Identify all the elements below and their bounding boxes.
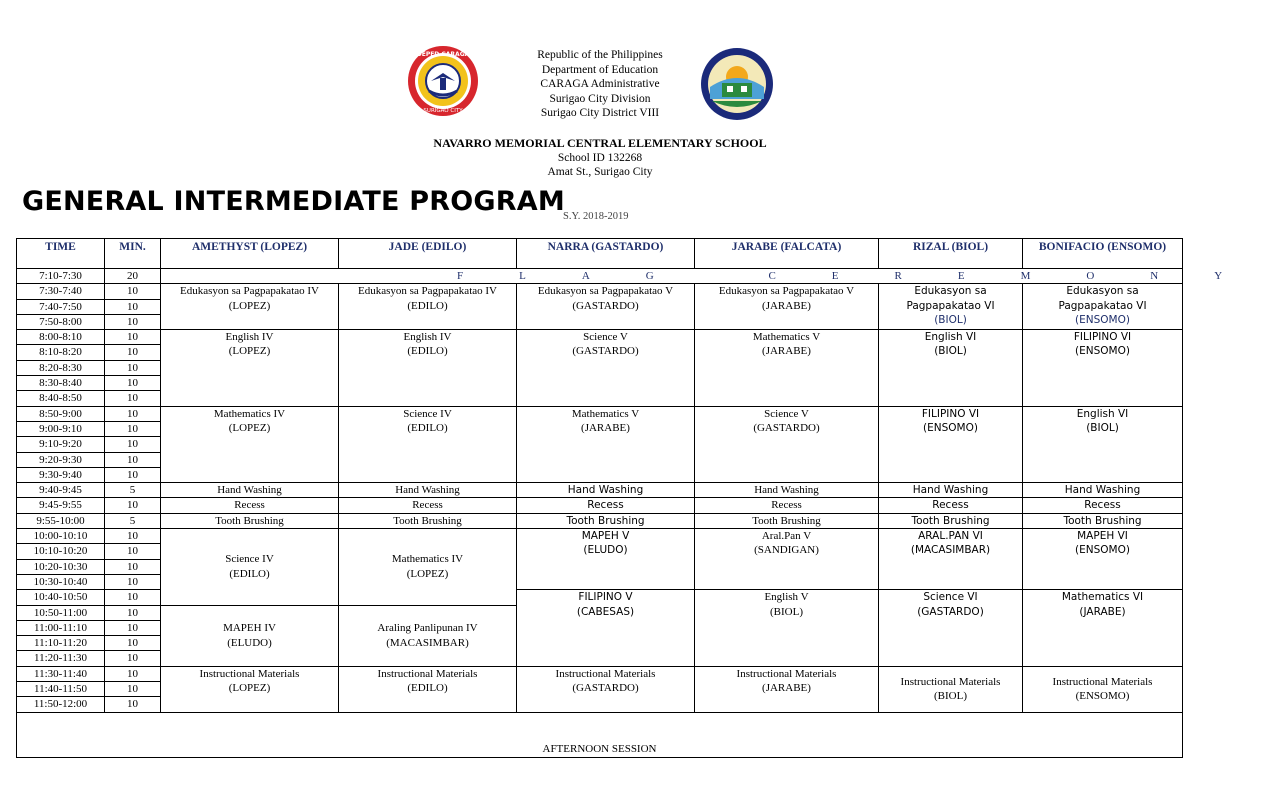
cell-line: (LOPEZ) xyxy=(228,299,271,312)
subject-cell xyxy=(339,284,517,330)
cell-line: Science IV xyxy=(225,553,274,566)
cell-line: (BIOL) xyxy=(934,345,967,358)
cell-line: Pagpapakatao VI xyxy=(1058,299,1147,312)
minutes-cell: 5 xyxy=(105,513,161,528)
cell-line: Instructional Materials xyxy=(199,667,300,680)
subject-cell xyxy=(879,406,1023,482)
break-cell: Tooth Brushing xyxy=(517,513,695,528)
column-header: TIME xyxy=(17,239,105,269)
cell-line: (SANDIGAN) xyxy=(754,544,819,557)
table-row xyxy=(17,529,1183,544)
minutes-cell: 10 xyxy=(105,590,161,605)
cell-line: (LOPEZ) xyxy=(406,567,449,580)
time-cell: 8:30-8:40 xyxy=(17,376,105,391)
minutes-cell: 10 xyxy=(105,666,161,681)
subject-cell xyxy=(879,590,1023,666)
time-cell: 9:20-9:30 xyxy=(17,452,105,467)
cell-line: (BIOL) xyxy=(1086,421,1119,434)
cell-line: English VI xyxy=(924,331,977,344)
header-line: Surigao City Division xyxy=(549,92,651,105)
cell-line: English IV xyxy=(403,331,452,344)
cell-line: Edukasyon sa Pagpapakatao IV xyxy=(180,285,319,298)
subject-cell xyxy=(695,666,879,712)
break-cell: Tooth Brushing xyxy=(695,513,879,528)
cell-line: (JARABE) xyxy=(762,299,811,312)
subject-cell xyxy=(161,605,339,666)
minutes-cell: 10 xyxy=(105,544,161,559)
minutes-cell: 10 xyxy=(105,391,161,406)
minutes-cell: 10 xyxy=(105,620,161,635)
cell-line: FILIPINO VI xyxy=(921,407,980,420)
subject-cell xyxy=(517,666,695,712)
subject-cell xyxy=(695,406,879,482)
cell-line: Pagpapakatao VI xyxy=(906,299,995,312)
cell-line: (EDILO) xyxy=(407,299,448,312)
cell-line: (EDILO) xyxy=(407,682,448,695)
cell-line: (LOPEZ) xyxy=(228,345,271,358)
break-cell: Hand Washing xyxy=(695,483,879,498)
break-cell: Recess xyxy=(517,498,695,513)
cell-line: Science IV xyxy=(403,407,452,420)
cell-line: (JARABE) xyxy=(581,421,630,434)
cell-line: FILIPINO V xyxy=(578,591,633,604)
school-address: Amat St., Surigao City xyxy=(547,166,653,179)
cell-line: (ENSOMO) xyxy=(1075,690,1130,703)
cell-line: (GASTARDO) xyxy=(917,605,984,618)
minutes-cell: 10 xyxy=(105,498,161,513)
cell-line: MAPEH VI xyxy=(1077,530,1128,543)
minutes-cell: 20 xyxy=(105,269,161,284)
minutes-cell: 5 xyxy=(105,483,161,498)
minutes-cell: 10 xyxy=(105,345,161,360)
afternoon-session-label: AFTERNOON SESSION xyxy=(542,743,657,756)
subject-cell xyxy=(161,406,339,482)
column-header: JADE (EDILO) xyxy=(339,239,517,269)
cell-line: Araling Panlipunan IV xyxy=(377,622,478,635)
afternoon-session-cell xyxy=(17,712,1183,757)
break-cell: Hand Washing xyxy=(339,483,517,498)
cell-line: Edukasyon sa Pagpapakatao V xyxy=(537,285,674,298)
cell-line: FILIPINO VI xyxy=(1073,331,1132,344)
minutes-cell: 10 xyxy=(105,406,161,421)
time-cell: 10:00-10:10 xyxy=(17,529,105,544)
cell-line: MAPEH IV xyxy=(223,622,276,635)
minutes-cell: 10 xyxy=(105,330,161,345)
minutes-cell: 10 xyxy=(105,360,161,375)
time-cell: 11:40-11:50 xyxy=(17,682,105,697)
cell-line: Edukasyon sa xyxy=(1066,285,1139,298)
cell-line: (GASTARDO) xyxy=(572,299,639,312)
cell-line: (CABESAS) xyxy=(576,605,635,618)
minutes-cell: 10 xyxy=(105,574,161,589)
table-row xyxy=(17,330,1183,345)
cell-line: (GASTARDO) xyxy=(753,421,820,434)
table-row xyxy=(17,483,1183,498)
time-cell: 10:20-10:30 xyxy=(17,559,105,574)
cell-line: MAPEH V xyxy=(581,530,630,543)
column-header: NARRA (GASTARDO) xyxy=(517,239,695,269)
subject-cell xyxy=(695,284,879,330)
subject-cell xyxy=(161,666,339,712)
minutes-cell: 10 xyxy=(105,421,161,436)
subject-cell xyxy=(339,406,517,482)
flag-ceremony-cell: FLAG CEREMONY xyxy=(161,269,1183,284)
minutes-cell: 10 xyxy=(105,452,161,467)
cell-line: (LOPEZ) xyxy=(228,421,271,434)
cell-line: Edukasyon sa xyxy=(914,285,987,298)
time-cell: 11:50-12:00 xyxy=(17,697,105,712)
break-cell: Recess xyxy=(1023,498,1183,513)
cell-line: (ENSOMO) xyxy=(1075,345,1130,358)
cell-line: Instructional Materials xyxy=(736,667,837,680)
subject-cell xyxy=(1023,330,1183,406)
cell-line: (JARABE) xyxy=(762,682,811,695)
minutes-cell: 10 xyxy=(105,314,161,329)
column-header: RIZAL (BIOL) xyxy=(879,239,1023,269)
cell-line: Mathematics V xyxy=(571,407,640,420)
cell-line: (BIOL) xyxy=(934,313,967,326)
subject-cell xyxy=(339,605,517,666)
subject-cell xyxy=(517,406,695,482)
subject-cell xyxy=(161,529,339,605)
cell-line: (LOPEZ) xyxy=(228,682,271,695)
minutes-cell: 10 xyxy=(105,529,161,544)
time-cell: 8:50-9:00 xyxy=(17,406,105,421)
cell-line: (ENSOMO) xyxy=(923,421,978,434)
time-cell: 8:10-8:20 xyxy=(17,345,105,360)
program-title: GENERAL INTERMEDIATE PROGRAM xyxy=(22,186,565,217)
minutes-cell: 10 xyxy=(105,636,161,651)
minutes-cell: 10 xyxy=(105,376,161,391)
time-cell: 7:50-8:00 xyxy=(17,314,105,329)
table-row xyxy=(17,406,1183,421)
cell-line: Mathematics IV xyxy=(391,553,464,566)
subject-cell xyxy=(517,529,695,590)
subject-cell xyxy=(879,284,1023,330)
subject-cell xyxy=(339,666,517,712)
header-row xyxy=(17,239,1183,269)
cell-line: (BIOL) xyxy=(770,605,803,618)
minutes-cell: 10 xyxy=(105,467,161,482)
subject-cell xyxy=(879,529,1023,590)
cell-line: (EDILO) xyxy=(229,567,270,580)
subject-cell xyxy=(879,330,1023,406)
subject-cell xyxy=(1023,590,1183,666)
school-year: S.Y. 2018-2019 xyxy=(563,211,629,222)
minutes-cell: 10 xyxy=(105,697,161,712)
cell-line: Mathematics VI xyxy=(1061,591,1144,604)
time-cell: 7:30-7:40 xyxy=(17,284,105,299)
afternoon-row xyxy=(17,712,1183,757)
break-cell: Recess xyxy=(161,498,339,513)
school-name: NAVARRO MEMORIAL CENTRAL ELEMENTARY SCHOOL xyxy=(433,136,767,150)
break-cell: Hand Washing xyxy=(517,483,695,498)
column-header: BONIFACIO (ENSOMO) xyxy=(1023,239,1183,269)
time-cell: 11:10-11:20 xyxy=(17,636,105,651)
break-cell: Tooth Brushing xyxy=(1023,513,1183,528)
cell-line: English IV xyxy=(225,331,274,344)
school-id: School ID 132268 xyxy=(557,151,643,164)
header-block xyxy=(0,48,1200,121)
subject-cell xyxy=(1023,284,1183,330)
time-cell: 9:55-10:00 xyxy=(17,513,105,528)
time-cell: 7:10-7:30 xyxy=(17,269,105,284)
table-row xyxy=(17,513,1183,528)
table-row xyxy=(17,498,1183,513)
cell-line: Edukasyon sa Pagpapakatao V xyxy=(718,285,855,298)
time-cell: 8:40-8:50 xyxy=(17,391,105,406)
subject-cell xyxy=(1023,406,1183,482)
subject-cell xyxy=(695,330,879,406)
subject-cell xyxy=(517,590,695,666)
break-cell: Hand Washing xyxy=(1023,483,1183,498)
time-cell: 10:50-11:00 xyxy=(17,605,105,620)
header-line: CARAGA Administrative xyxy=(540,78,660,91)
cell-line: (ELUDO) xyxy=(227,636,272,649)
subject-cell xyxy=(695,590,879,666)
time-cell: 10:30-10:40 xyxy=(17,574,105,589)
header-line: Republic of the Philippines xyxy=(537,49,663,61)
cell-line: Instructional Materials xyxy=(555,667,656,680)
svg-text:SURIGAO CITY: SURIGAO CITY xyxy=(423,108,463,114)
table-row xyxy=(17,666,1183,681)
break-cell: Recess xyxy=(695,498,879,513)
subject-cell xyxy=(339,330,517,406)
cell-line: Mathematics IV xyxy=(213,407,286,420)
cell-line: Mathematics V xyxy=(752,331,821,344)
cell-line: (ELUDO) xyxy=(583,544,628,557)
time-cell: 11:00-11:10 xyxy=(17,620,105,635)
subject-cell xyxy=(695,529,879,590)
cell-line: Instructional Materials xyxy=(1052,675,1153,688)
cell-line: Science VI xyxy=(923,591,978,604)
cell-line: Aral.Pan V xyxy=(761,530,812,543)
time-cell: 11:20-11:30 xyxy=(17,651,105,666)
break-cell: Recess xyxy=(339,498,517,513)
cell-line: (MACASIMBAR) xyxy=(910,544,991,557)
table-row xyxy=(17,284,1183,299)
cell-line: English VI xyxy=(1076,407,1129,420)
subject-cell xyxy=(161,330,339,406)
subject-cell xyxy=(339,529,517,605)
cell-line: ARAL.PAN VI xyxy=(918,530,983,543)
time-cell: 9:00-9:10 xyxy=(17,421,105,436)
time-cell: 8:00-8:10 xyxy=(17,330,105,345)
time-cell: 8:20-8:30 xyxy=(17,360,105,375)
cell-line: Science V xyxy=(764,407,809,420)
header-line: Surigao City District VIII xyxy=(540,107,660,120)
cell-line: English V xyxy=(764,591,809,604)
schedule-table xyxy=(16,238,1278,758)
minutes-cell: 10 xyxy=(105,559,161,574)
column-header: MIN. xyxy=(105,239,161,269)
header-line: Department of Education xyxy=(541,63,659,76)
cell-line: (GASTARDO) xyxy=(572,682,639,695)
time-cell: 10:40-10:50 xyxy=(17,590,105,605)
subject-cell xyxy=(879,666,1023,712)
time-cell: 10:10-10:20 xyxy=(17,544,105,559)
column-header: JARABE (FALCATA) xyxy=(695,239,879,269)
column-header: AMETHYST (LOPEZ) xyxy=(161,239,339,269)
minutes-cell: 10 xyxy=(105,651,161,666)
break-cell: Tooth Brushing xyxy=(339,513,517,528)
cell-line: (EDILO) xyxy=(407,421,448,434)
cell-line: Instructional Materials xyxy=(900,675,1001,688)
subject-cell xyxy=(517,330,695,406)
break-cell: Recess xyxy=(879,498,1023,513)
cell-line: (GASTARDO) xyxy=(572,345,639,358)
minutes-cell: 10 xyxy=(105,605,161,620)
time-cell: 9:40-9:45 xyxy=(17,483,105,498)
subject-cell xyxy=(517,284,695,330)
cell-line: (ENSOMO) xyxy=(1075,544,1130,557)
table-row xyxy=(17,269,1183,284)
cell-line: (BIOL) xyxy=(934,690,967,703)
break-cell: Hand Washing xyxy=(879,483,1023,498)
time-cell: 7:40-7:50 xyxy=(17,299,105,314)
time-cell: 9:30-9:40 xyxy=(17,467,105,482)
cell-line: Instructional Materials xyxy=(377,667,478,680)
cell-line: (EDILO) xyxy=(407,345,448,358)
subject-cell xyxy=(161,284,339,330)
break-cell: Tooth Brushing xyxy=(161,513,339,528)
svg-text:DEPED CARAGA: DEPED CARAGA xyxy=(416,51,470,58)
subject-cell xyxy=(1023,666,1183,712)
minutes-cell: 10 xyxy=(105,299,161,314)
cell-line: (ENSOMO) xyxy=(1075,313,1130,326)
break-cell: Hand Washing xyxy=(161,483,339,498)
minutes-cell: 10 xyxy=(105,682,161,697)
school-block xyxy=(0,136,1200,180)
cell-line: Edukasyon sa Pagpapakatao IV xyxy=(358,285,497,298)
subject-cell xyxy=(1023,529,1183,590)
minutes-cell: 10 xyxy=(105,437,161,452)
cell-line: (MACASIMBAR) xyxy=(386,636,469,649)
time-cell: 11:30-11:40 xyxy=(17,666,105,681)
minutes-cell: 10 xyxy=(105,284,161,299)
break-cell: Tooth Brushing xyxy=(879,513,1023,528)
time-cell: 9:45-9:55 xyxy=(17,498,105,513)
cell-line: (JARABE) xyxy=(762,345,811,358)
cell-line: (JARABE) xyxy=(1079,605,1126,618)
cell-line: Science V xyxy=(583,331,628,344)
time-cell: 9:10-9:20 xyxy=(17,437,105,452)
